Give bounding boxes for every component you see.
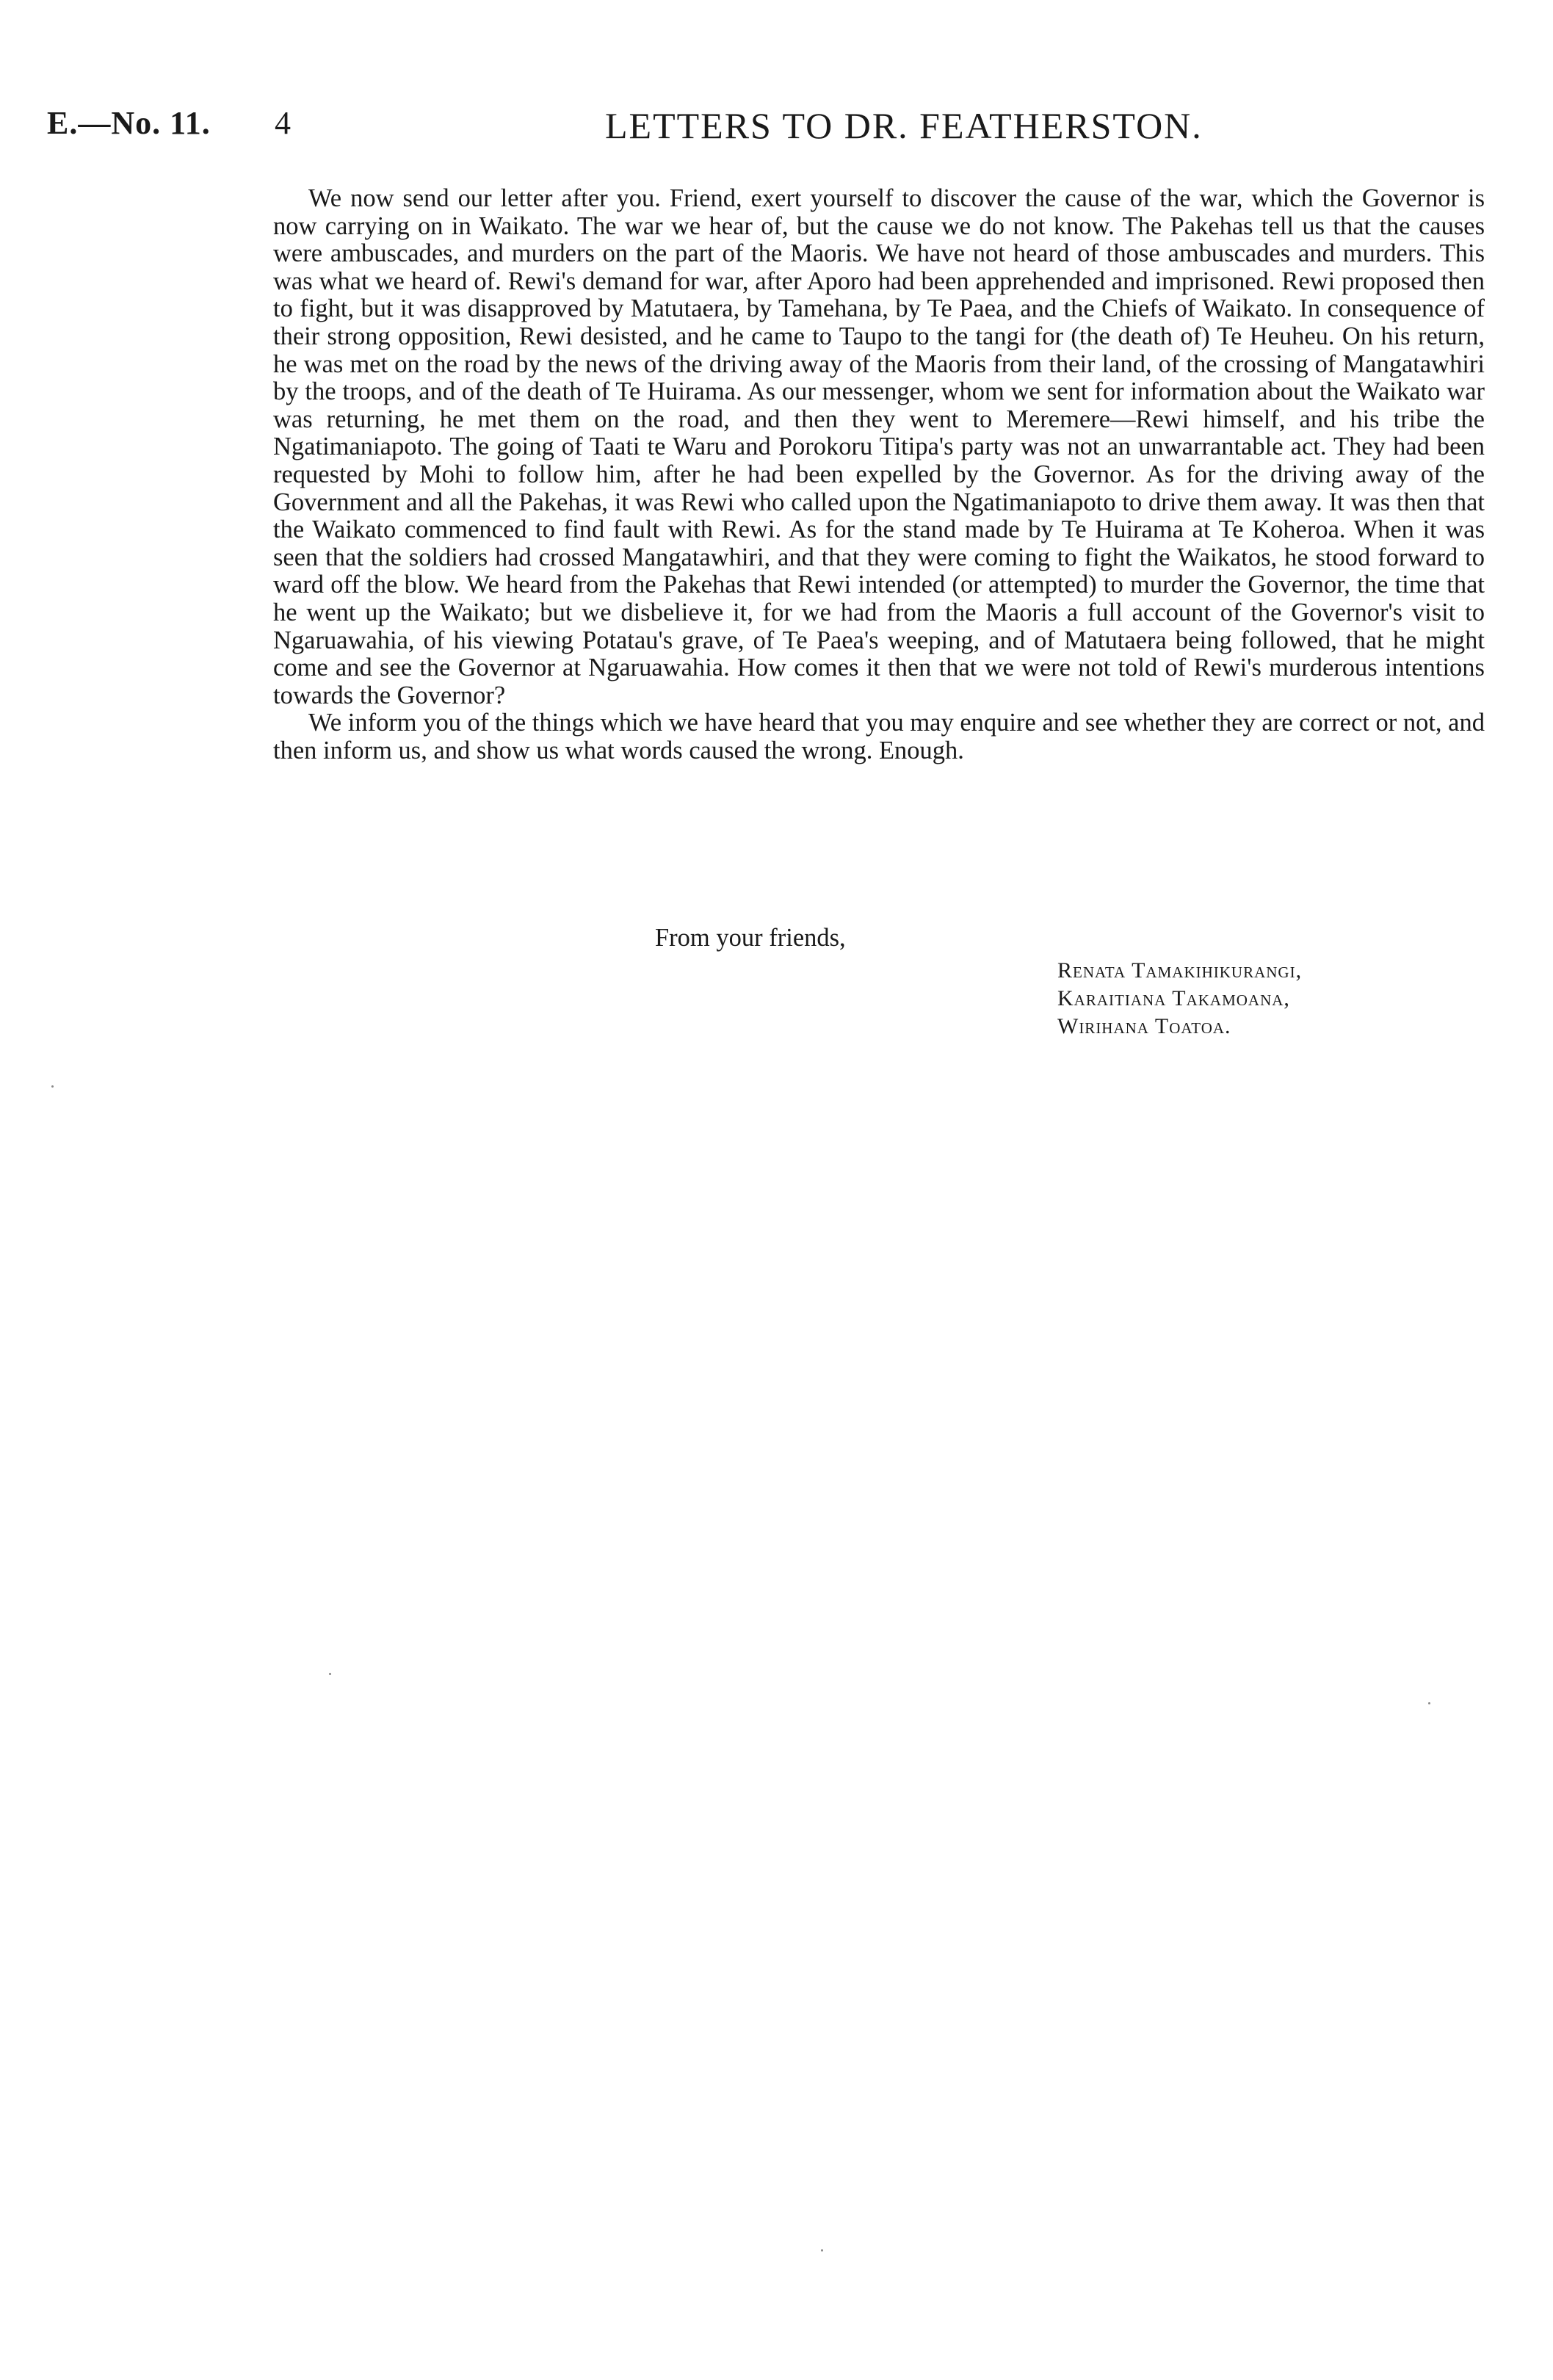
scan-speck [1428,1702,1430,1704]
letter-paragraph: We now send our letter after you. Friend, exert yourself to discover the cause of the war, which the Governor is now carrying on in Waikato. The war we hear of, but the cause we do not know. The Pakehas tell us that the causes were ambuscades, and murders on the part of the Maoris. We have not heard of those ambuscades and murders. This was what we heard of. Rewi's demand for war, after Aporo had been apprehended and imprisoned. Rewi proposed then to fight, but it was disapproved by Matutaera, by Tamehana, by Te Paea, and the Chiefs of Waikato. In consequence of their strong opposition, Rewi desisted, and he came to Taupo to the tangi for (the death of) Te Heuheu. On his return, he was met on the road by the news of the driving away of the Maoris from their land, of the crossing of Mangatawhiri by the troops, and of the death of Te Huirama. As our messenger, whom we sent for information about the Waikato war was returning, he met them on the road, and then they went to Meremere—Rewi himself, and his tribe the Ngatimaniapoto. The going of Taati te Waru and Porokoru Titipa's party was not an unwarrantable act. They had been requested by Mohi to follow him, after he had been expelled by the Governor. As for the driving away of the Government and all the Pakehas, it was Rewi who called upon the Ngatimaniapoto to drive them away. It was then that the Waikato commenced to find fault with Rewi. As for the stand made by Te Huirama at Te Koheroa. When it was seen that the soldiers had crossed Mangatawhiri, and that they were coming to fight the Waikatos, he stood forward to ward off the blow. We heard from the Pakehas that Rewi intended (or attempted) to murder the Governor, the time that he went up the Waikato; but we disbelieve it, for we had from the Maoris a full account of the Governor's visit to Ngaruawahia, of his viewing Potatau's grave, of Te Paea's weeping, and of Matutaera being followed, that he might come and see the Governor at Ngaruawahia. How comes it then that we were not told of Rewi's murderous intentions towards the Governor? [273,184,1485,709]
letter-body [273,185,1485,764]
scan-speck [51,1085,54,1088]
signatory-name: Wirihana Toatoa. [1057,1014,1231,1038]
scan-speck [821,2249,823,2251]
page-title: LETTERS TO DR. FEATHERSTON. [605,105,1203,146]
document-id: E.—No. 11. [47,105,211,141]
signatory-name: Karaitiana Takamoana, [1057,986,1290,1010]
page-number: 4 [275,105,291,141]
letter-paragraph: We inform you of the things which we have heard that you may enquire and see whether they are correct or not, and then inform us, and show us what words caused the wrong. Enough. [273,709,1485,764]
signatory-name: Renata Tamakihikurangi, [1057,958,1303,983]
scan-speck [329,1673,331,1675]
page-header [47,104,1486,163]
letter-closing: From your friends, [655,924,846,952]
signatory-block [1057,957,1302,1041]
